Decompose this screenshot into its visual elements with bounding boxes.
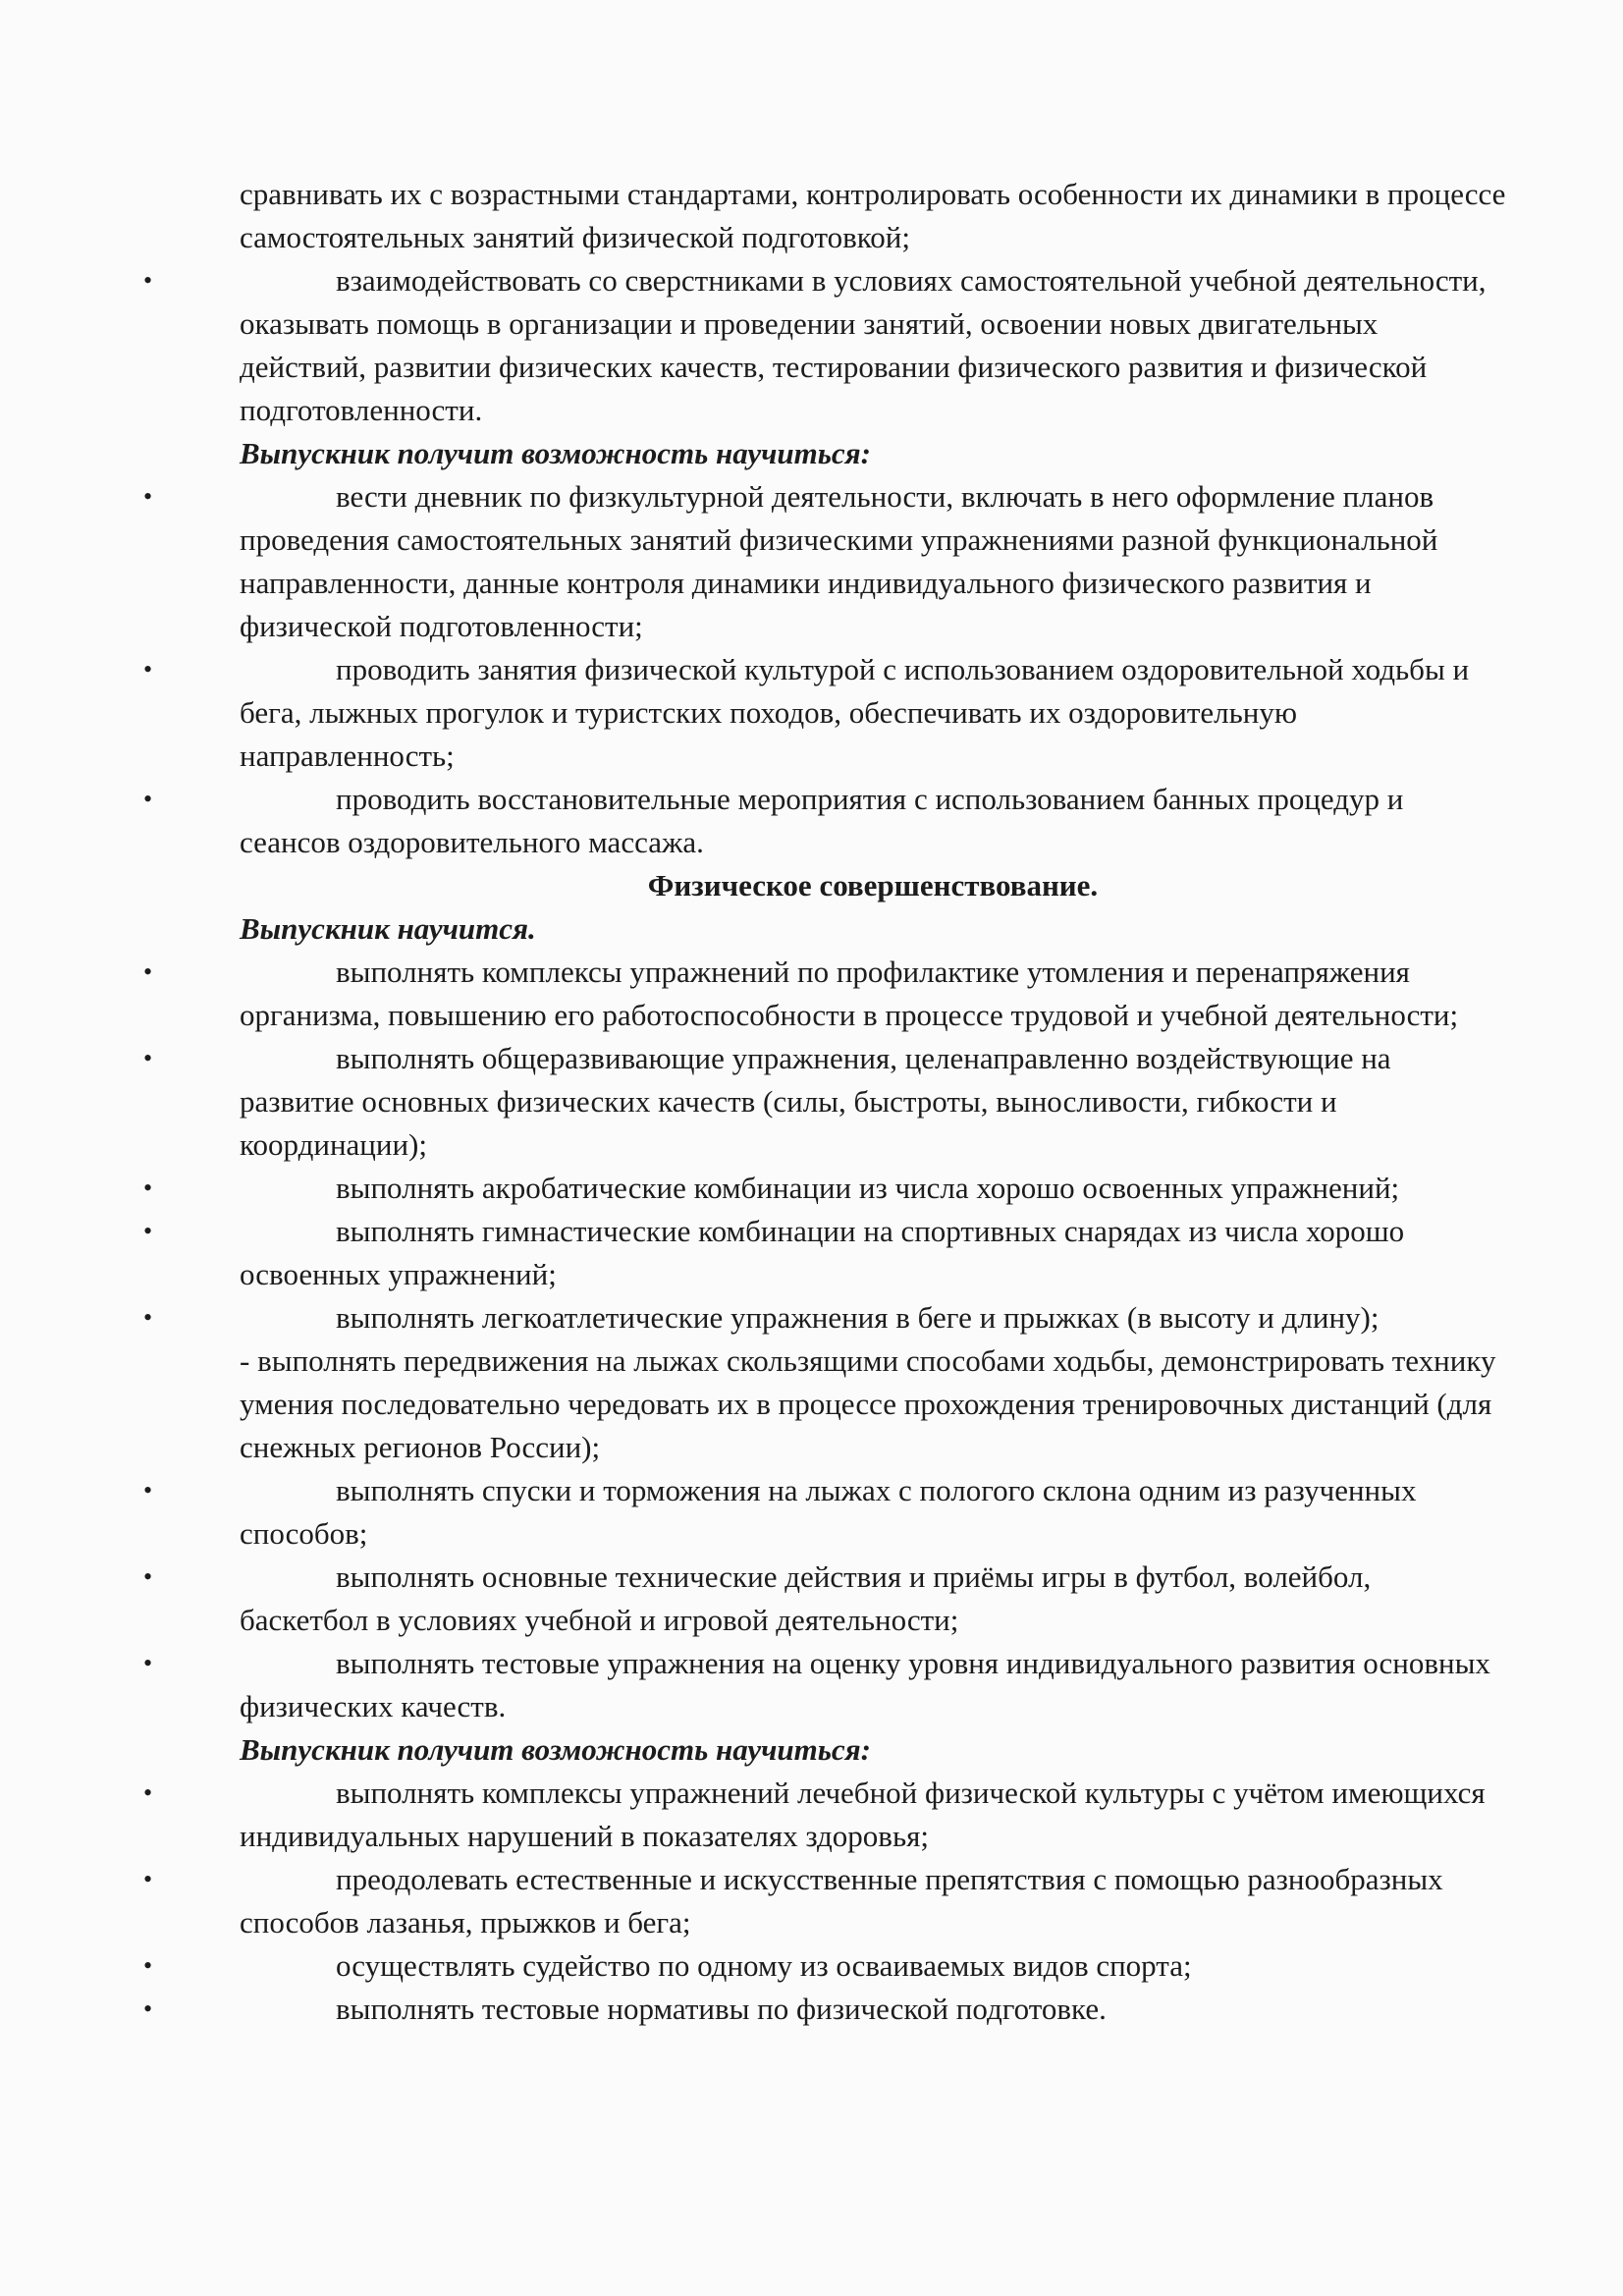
list-item-text: осуществлять судейство по одному из осваиваемых видов спорта; <box>336 1948 1192 1983</box>
list-item <box>143 648 1506 778</box>
subheading: Выпускник научится. <box>240 911 536 946</box>
list-item-text: выполнять основные технические действия и приёмы игры в футбол, волейбол, баскетбол в условиях учебной и игровой деятельности; <box>240 1559 1372 1637</box>
list-item <box>143 1858 1506 1944</box>
list-item-text: взаимодействовать со сверстниками в условиях самостоятельной учебной деятельности, оказывать помощь в организации и проведении занятий, освоении новых двигательных действий, развитии физических качеств, тестировании физического развития и физической подготовленности. <box>240 263 1487 427</box>
list-item <box>143 1556 1506 1642</box>
bullet-icon: • <box>143 1476 153 1504</box>
list-item-text: выполнять спуски и торможения на лыжах с пологого склона одним из разученных способов; <box>240 1473 1417 1551</box>
list-item-text: преодолевать естественные и искусственные препятствия с помощью разнообразных способов лазанья, прыжков и бега; <box>240 1862 1443 1940</box>
list-item <box>143 1037 1506 1167</box>
list-item-text: выполнять легкоатлетические упражнения в беге и прыжках (в высоту и длину); <box>336 1300 1380 1335</box>
bullet-icon: • <box>143 1174 153 1202</box>
list-item <box>143 475 1506 648</box>
document-body <box>143 173 1506 2031</box>
list-item-text: выполнять комплексы упражнений лечебной физической культуры с учётом имеющихся индивидуальных нарушений в показателях здоровья; <box>240 1776 1486 1853</box>
list-item-text: проводить занятия физической культурой с использованием оздоровительной ходьбы и бега, лыжных прогулок и туристских походов, обеспечивать их оздоровительную направленность; <box>240 652 1470 773</box>
bullet-icon: • <box>143 957 153 986</box>
list-item <box>143 1988 1506 2031</box>
bullet-icon: • <box>143 1995 153 2023</box>
subheading: Выпускник получит возможность научиться: <box>240 1732 871 1767</box>
bullet-icon: • <box>143 1562 153 1591</box>
list-item <box>143 1469 1506 1556</box>
section-title: Физическое совершенствование. <box>647 868 1099 902</box>
list-item <box>143 1167 1506 1210</box>
bullet-icon: • <box>143 266 153 295</box>
list-item-text: выполнять общеразвивающие упражнения, целенаправленно воздействующие на развитие основных физических качеств (силы, быстроты, выносливости, гибкости и координации); <box>240 1041 1391 1162</box>
bullet-icon: • <box>143 655 153 683</box>
list-item <box>143 1642 1506 1728</box>
bullet-icon: • <box>143 1649 153 1677</box>
list-item-text: выполнять тестовые нормативы по физической подготовке. <box>336 1992 1107 2026</box>
list-item <box>143 259 1506 432</box>
list-item-text: выполнять комплексы упражнений по профилактике утомления и перенапряжения организма, повышению его работоспособности в процессе трудовой и учебной деятельности; <box>240 955 1459 1032</box>
bullet-icon: • <box>143 1044 153 1072</box>
list-item-text: проводить восстановительные мероприятия с использованием банных процедур и сеансов оздоровительного массажа. <box>240 782 1404 859</box>
bullet-icon: • <box>143 1778 153 1807</box>
subheading: Выпускник получит возможность научиться: <box>240 436 871 470</box>
list-item <box>143 778 1506 864</box>
list-item-text: выполнять тестовые упражнения на оценку уровня индивидуального развития основных физических качеств. <box>240 1646 1490 1723</box>
list-item <box>143 1210 1506 1296</box>
bullet-icon: • <box>143 1303 153 1332</box>
list-item <box>143 1296 1506 1339</box>
intro-paragraph: сравнивать их с возрастными стандартами, контролировать особенности их динамики в процессе самостоятельных занятий физической подготовкой; <box>240 177 1506 254</box>
bullet-icon: • <box>143 1217 153 1245</box>
bullet-icon: • <box>143 1865 153 1893</box>
dash-list-item: - выполнять передвижения на лыжах скользящими способами ходьбы, демонстрировать технику умения последовательно чередовать их в процессе прохождения тренировочных дистанций (для снежных регионов России); <box>240 1343 1496 1464</box>
bullet-icon: • <box>143 482 153 511</box>
bullet-icon: • <box>143 1951 153 1980</box>
list-item <box>143 1944 1506 1988</box>
list-item-text: выполнять гимнастические комбинации на спортивных снарядах из числа хорошо освоенных упражнений; <box>240 1214 1405 1291</box>
list-item <box>143 1772 1506 1858</box>
list-item <box>143 951 1506 1037</box>
bullet-icon: • <box>143 785 153 813</box>
list-item-text: выполнять акробатические комбинации из числа хорошо освоенных упражнений; <box>336 1171 1400 1205</box>
list-item-text: вести дневник по физкультурной деятельности, включать в него оформление планов проведения самостоятельных занятий физическими упражнениями разной функциональной направленности, данные контроля динамики индивидуального физического развития и физической подготовленности; <box>240 479 1438 643</box>
